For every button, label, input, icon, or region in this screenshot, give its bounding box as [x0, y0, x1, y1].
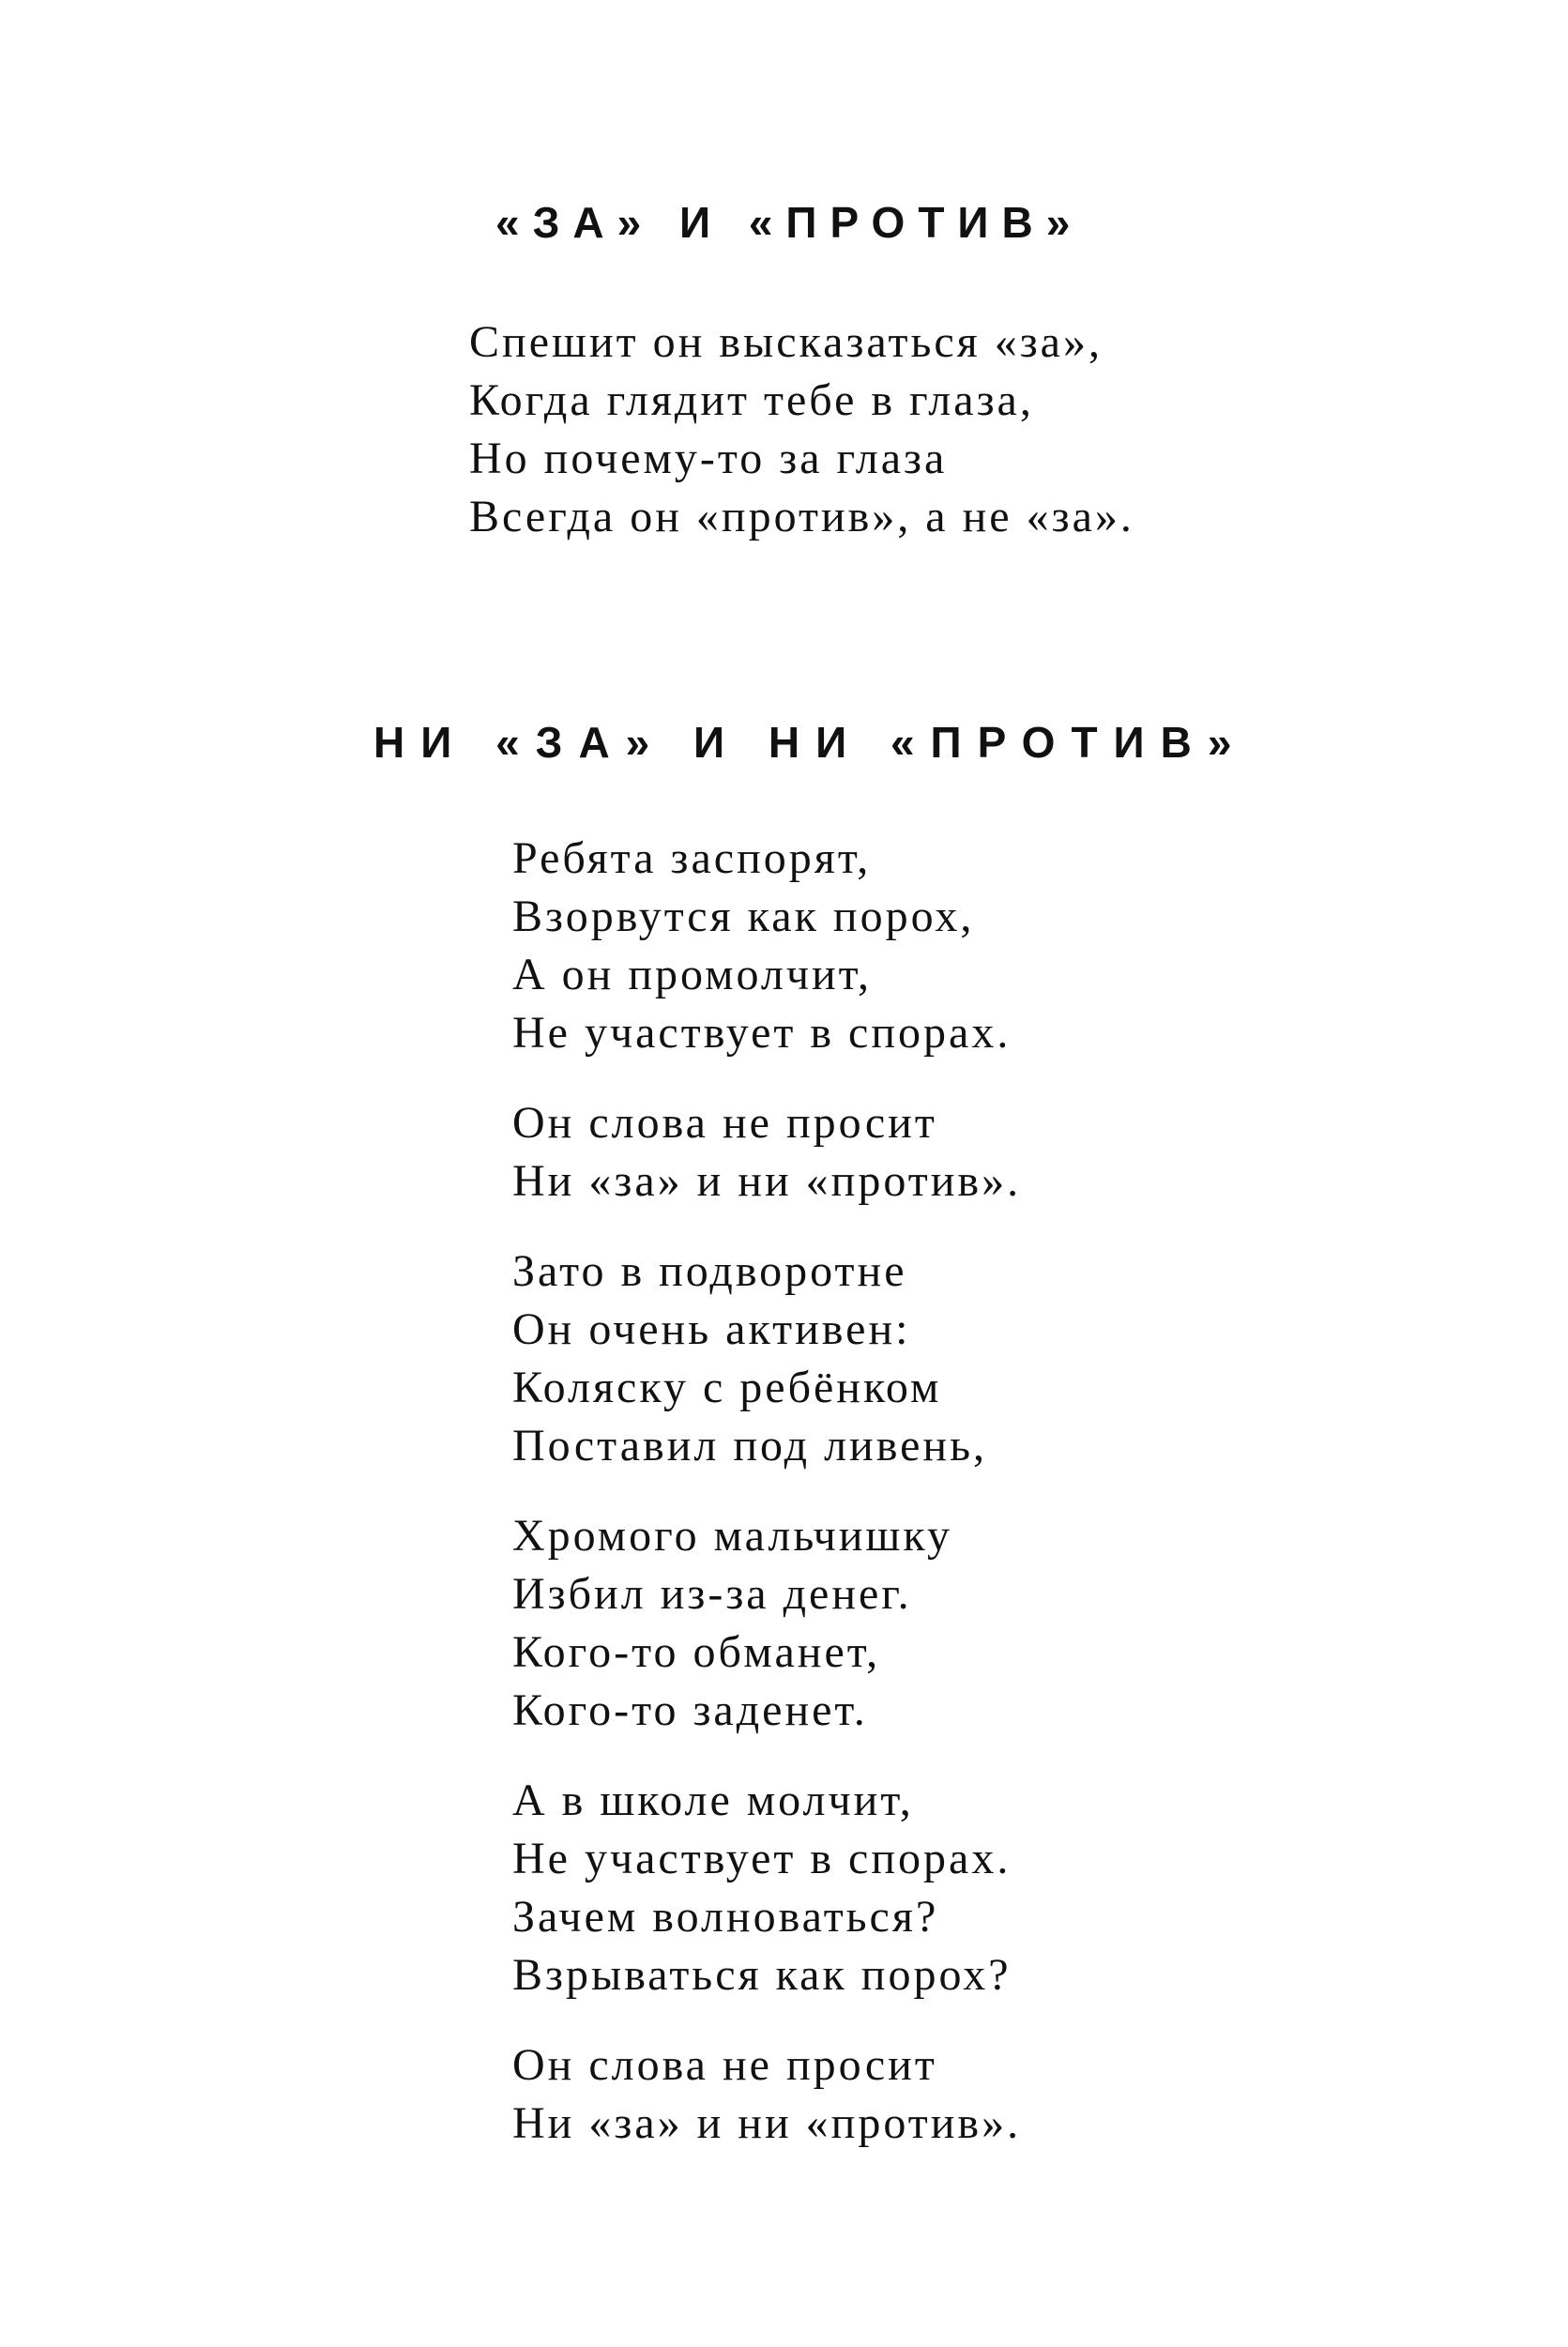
poem-line: Взрываться как порох? — [512, 1950, 1012, 2000]
poem-title: «ЗА» И «ПРОТИВ» — [495, 198, 1084, 247]
poem-line: Он слова не просит — [512, 1098, 937, 1148]
stanza — [512, 830, 1021, 1062]
poem-title: НИ «ЗА» И НИ «ПРОТИВ» — [373, 718, 1248, 767]
poem-line: Кого-то обманет, — [512, 1627, 881, 1677]
poem-line: Зато в подворотне — [512, 1246, 907, 1296]
poem-line: Избил из-за денег. — [512, 1569, 912, 1619]
poem-line: Ни «за» и ни «против». — [512, 2098, 1022, 2148]
poem-line: Кого-то заденет. — [512, 1685, 868, 1735]
poem-line: Поставил под ливень, — [512, 1421, 987, 1471]
poem-line: Взорвутся как порох, — [512, 892, 975, 941]
stanza — [512, 1094, 1021, 1211]
stanza — [512, 1772, 1021, 2004]
poem-line: Ребята заспорят, — [512, 833, 872, 883]
stanza — [512, 1242, 1021, 1475]
poem-line: Не участвует в спорах. — [512, 1834, 1012, 1883]
poem-line: Всегда он «против», а не «за». — [469, 492, 1134, 541]
poem-body — [512, 830, 1021, 2185]
stanza — [469, 313, 1134, 546]
poem-line: Зачем волноваться? — [512, 1892, 939, 1942]
stanza — [512, 1507, 1021, 1740]
poem-line: Ни «за» и ни «против». — [512, 1156, 1022, 1206]
poem-line: Хромого мальчишку — [512, 1511, 953, 1561]
poem-line: А в школе молчит, — [512, 1775, 914, 1825]
poem-line: Когда глядит тебе в глаза, — [469, 375, 1034, 425]
poem-line: Коляску с ребёнком — [512, 1363, 942, 1412]
poem-body — [469, 313, 1134, 578]
poem-line: А он промолчит, — [512, 950, 873, 999]
poem-line: Не участвует в спорах. — [512, 1008, 1012, 1058]
poem-line: Он слова не просит — [512, 2040, 937, 2090]
stanza — [512, 2036, 1021, 2153]
poem-line: Но почему-то за глаза — [469, 434, 948, 483]
poem-line: Он очень активен: — [512, 1304, 911, 1354]
poem-line: Спешит он высказаться «за», — [469, 317, 1103, 367]
